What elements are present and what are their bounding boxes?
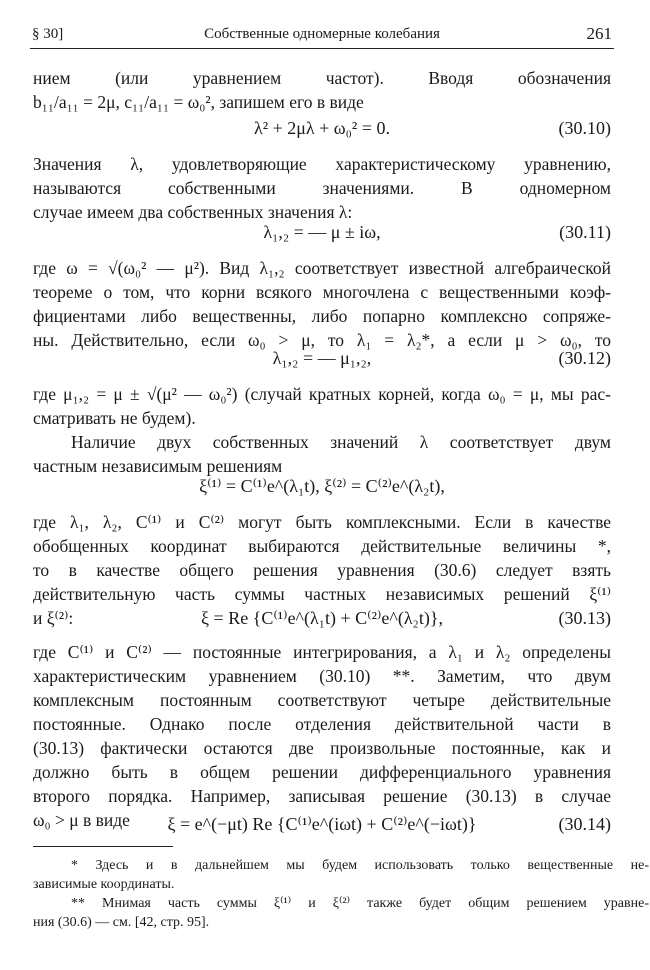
- text-line: комплексным постоянным соответствуют четыре действительные: [33, 690, 611, 710]
- text-line: фициентами либо вещественны, либо попарно комплексно сопряже-: [33, 306, 611, 326]
- equation-number: (30.14): [558, 814, 611, 834]
- text-line: где ω = √(ω₀² — μ²). Вид λ₁,₂ соответствует известной алгебраической: [33, 258, 611, 278]
- text-line: действительную часть суммы частных независимых решений ξ⁽¹⁾: [33, 584, 611, 604]
- text-line: должно быть в общем решении дифференциального уравнения: [33, 762, 611, 782]
- text-line: ω₀ > μ в виде: [33, 810, 130, 830]
- text-line: второго порядка. Например, записывая решение (30.13) в случае: [33, 786, 611, 806]
- section-marker: § 30]: [32, 26, 64, 42]
- text-line: Значения λ, удовлетворяющие характеристическому уравнению,: [33, 154, 611, 174]
- text-line: нием (или уравнением частот). Вводя обозначения: [33, 68, 611, 88]
- footnote-line: ** Мнимая часть суммы ξ⁽¹⁾ и ξ⁽²⁾ также будет общим решением уравне-: [71, 896, 649, 911]
- text-line: частным независимым решениям: [33, 456, 283, 476]
- equation-30-13: [33, 608, 611, 634]
- equation-number: (30.10): [558, 118, 611, 138]
- equation-formula: ξ = Re {C⁽¹⁾e^(λ₁t) + C⁽²⁾e^(λ₂t)},: [201, 608, 443, 628]
- equation-30-11: [33, 222, 611, 248]
- equation-number: (30.11): [559, 222, 611, 242]
- footnote-line: * Здесь и в дальнейшем мы будем использовать только вещественные не-: [71, 858, 649, 873]
- text-line: где λ₁, λ₂, C⁽¹⁾ и C⁽²⁾ могут быть комплексными. Если в качестве: [33, 512, 611, 532]
- text-line: обобщенных координат выбираются действительные величины *,: [33, 536, 611, 556]
- equation-number: (30.13): [558, 608, 611, 628]
- text-line: Наличие двух собственных значений λ соответствует двум: [71, 432, 611, 452]
- text-line: где μ₁,₂ = μ ± √(μ² — ω₀²) (случай кратных корней, когда ω₀ = μ, мы рас-: [33, 384, 611, 404]
- text-line: сматривать не будем).: [33, 408, 196, 428]
- text-line: теореме о том, что корни всякого многочлена с вещественными коэф-: [33, 282, 611, 302]
- equation-formula: ξ = e^(−μt) Re {C⁽¹⁾e^(iωt) + C⁽²⁾e^(−iωt)}: [167, 814, 477, 834]
- equation-formula: λ₁,₂ = — μ ± iω,: [263, 222, 381, 242]
- equation-30-12: [33, 348, 611, 374]
- equation-formula: ξ⁽¹⁾ = C⁽¹⁾e^(λ₁t), ξ⁽²⁾ = C⁽²⁾e^(λ₂t),: [199, 476, 445, 496]
- running-header: [30, 22, 614, 49]
- text-line: и ξ⁽²⁾:: [33, 608, 74, 628]
- page-number: 261: [586, 24, 612, 43]
- running-title: Собственные одномерные колебания: [204, 26, 440, 42]
- footnote-line: ния (30.6) — см. [42, стр. 95].: [33, 915, 210, 930]
- text-line: то в качестве общего решения уравнения (30.6) следует взять: [33, 560, 611, 580]
- equation-30-10: [33, 118, 611, 144]
- text-line: b₁₁/a₁₁ = 2μ, c₁₁/a₁₁ = ω₀², запишем его в виде: [33, 92, 364, 112]
- text-line: характеристическим уравнением (30.10) **. Заметим, что двум: [33, 666, 611, 686]
- equation-formula: λ² + 2μλ + ω₀² = 0.: [254, 118, 390, 138]
- equation-number: (30.12): [558, 348, 611, 368]
- text-line: где C⁽¹⁾ и C⁽²⁾ — постоянные интегрирования, а λ₁ и λ₂ определены: [33, 642, 611, 662]
- text-line: ны. Действительно, если ω₀ > μ, то λ₁ = λ₂*, а если μ > ω₀, то: [33, 330, 611, 350]
- equation-formula: λ₁,₂ = — μ₁,₂,: [272, 348, 372, 368]
- footnote-line: зависимые координаты.: [33, 877, 175, 892]
- footnote-divider: [33, 846, 173, 847]
- text-line: называются собственными значениями. В одномерном: [33, 178, 611, 198]
- equation-partial-solutions: [33, 476, 611, 502]
- text-line: постоянные. Однако после отделения действительной части в: [33, 714, 611, 734]
- text-line: случае имеем два собственных значения λ:: [33, 202, 353, 222]
- text-line: (30.13) фактически остаются две произвольные постоянные, как и: [33, 738, 611, 758]
- equation-30-14: [33, 814, 611, 840]
